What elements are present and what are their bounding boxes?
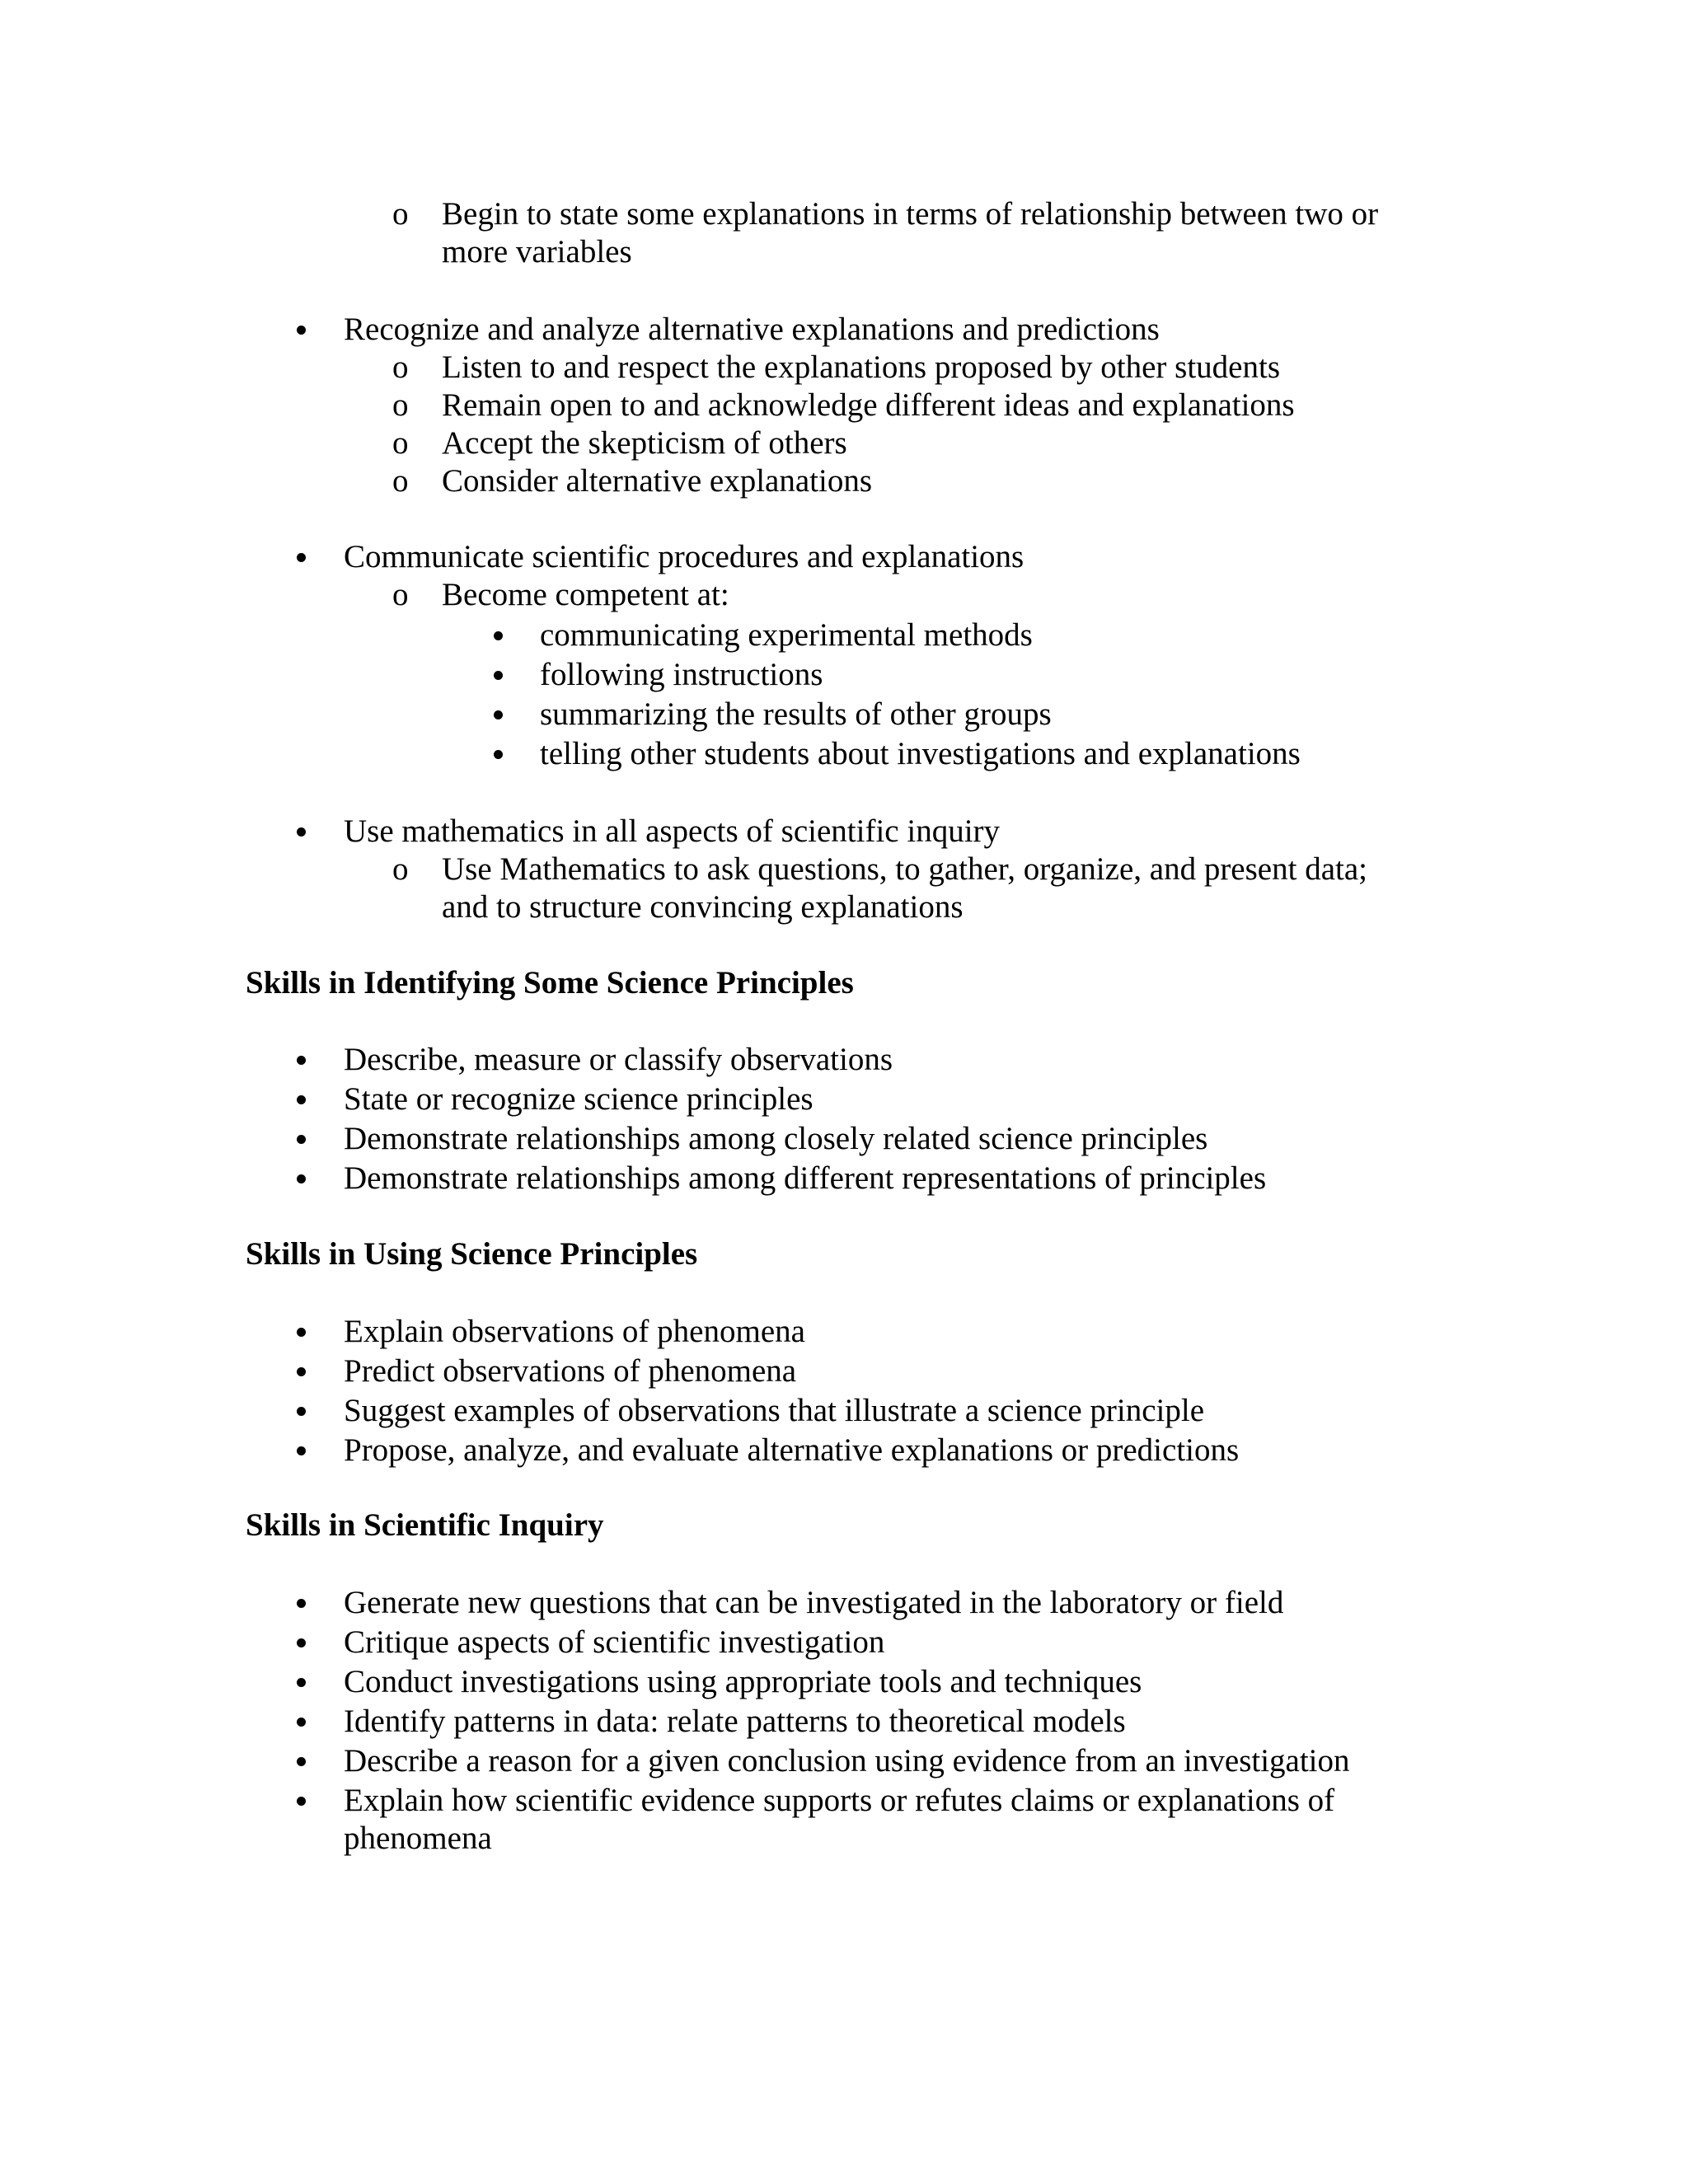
list-item-text: Suggest examples of observations that illustrate a science principle [344, 1393, 1205, 1428]
bullet-icon [297, 1135, 306, 1144]
list-item-text: Become competent at: [442, 577, 729, 612]
list-item-text: Use mathematics in all aspects of scientific inquiry [344, 813, 1001, 849]
list-item-text: Consider alternative explanations [442, 463, 873, 499]
bullet-icon [297, 827, 306, 837]
list-item-text: State or recognize science principles [344, 1081, 814, 1117]
list-item-text: summarizing the results of other groups [540, 696, 1052, 732]
list-item-text: telling other students about investigations and explanations [540, 736, 1301, 771]
bullet-icon [297, 1056, 306, 1065]
section-heading: Skills in Using Science Principles [246, 1236, 698, 1272]
list-item-text: Remain open to and acknowledge different ideas and explanations [442, 387, 1295, 423]
list-item-text: Communicate scientific procedures and explanations [344, 539, 1025, 574]
section-heading: Skills in Scientific Inquiry [246, 1507, 604, 1543]
list-item-text: communicating experimental methods [540, 617, 1033, 653]
bullet-icon [494, 750, 503, 759]
list-item-text: Identify patterns in data: relate patterns to theoretical models [344, 1704, 1126, 1739]
list-item-text: Demonstrate relationships among different representations of principles [344, 1160, 1267, 1196]
list-item-text: following instructions [540, 657, 823, 692]
bullet-icon [297, 1638, 306, 1647]
list-item-text: Recognize and analyze alternative explanations and predictions [344, 312, 1160, 347]
list-item-text: more variables [442, 234, 632, 269]
list-item-text: Conduct investigations using appropriate tools and techniques [344, 1664, 1142, 1699]
list-item-text: Begin to state some explanations in terms of relationship between two or [442, 196, 1379, 232]
list-item-text: Predict observations of phenomena [344, 1353, 797, 1389]
list-item-text: and to structure convincing explanations [442, 889, 964, 925]
list-item-text: Describe, measure or classify observations [344, 1042, 893, 1077]
bullet-icon [297, 1757, 306, 1766]
bullet-icon [297, 1599, 306, 1608]
bullet-icon [297, 1718, 306, 1727]
bullet-icon [297, 1407, 306, 1416]
list-item-text: Explain how scientific evidence supports or refutes claims or explanations of [344, 1783, 1335, 1818]
bullet-icon [494, 710, 503, 719]
bullet-icon [494, 671, 503, 680]
list-item-text: Critique aspects of scientific investigation [344, 1624, 885, 1660]
bullet-icon [297, 1367, 306, 1376]
bullet-icon [494, 631, 503, 640]
sub-bullet-marker: o [392, 851, 409, 887]
bullet-icon [297, 1328, 306, 1337]
list-item-text: Use Mathematics to ask questions, to gather, organize, and present data; [442, 851, 1367, 887]
list-item-text: Accept the skepticism of others [442, 425, 847, 461]
bullet-icon [297, 1678, 306, 1687]
sub-bullet-marker: o [392, 425, 409, 461]
list-item-text: Demonstrate relationships among closely related science principles [344, 1121, 1208, 1156]
list-item-text: Generate new questions that can be investigated in the laboratory or field [344, 1585, 1284, 1620]
bullet-icon [297, 553, 306, 562]
bullet-icon [297, 1446, 306, 1455]
sub-bullet-marker: o [392, 196, 409, 232]
sub-bullet-marker: o [392, 463, 409, 499]
bullet-icon [297, 1174, 306, 1183]
bullet-icon [297, 326, 306, 335]
sub-bullet-marker: o [392, 387, 409, 423]
list-item-text: phenomena [344, 1821, 492, 1856]
bullet-icon [297, 1797, 306, 1806]
list-item-text: Listen to and respect the explanations proposed by other students [442, 349, 1281, 385]
list-item-text: Propose, analyze, and evaluate alternative explanations or predictions [344, 1432, 1240, 1468]
list-item-text: Describe a reason for a given conclusion using evidence from an investigation [344, 1743, 1350, 1779]
section-heading: Skills in Identifying Some Science Principles [246, 965, 854, 1001]
sub-bullet-marker: o [392, 577, 409, 612]
list-item-text: Explain observations of phenomena [344, 1314, 805, 1349]
bullet-icon [297, 1095, 306, 1104]
sub-bullet-marker: o [392, 349, 409, 385]
